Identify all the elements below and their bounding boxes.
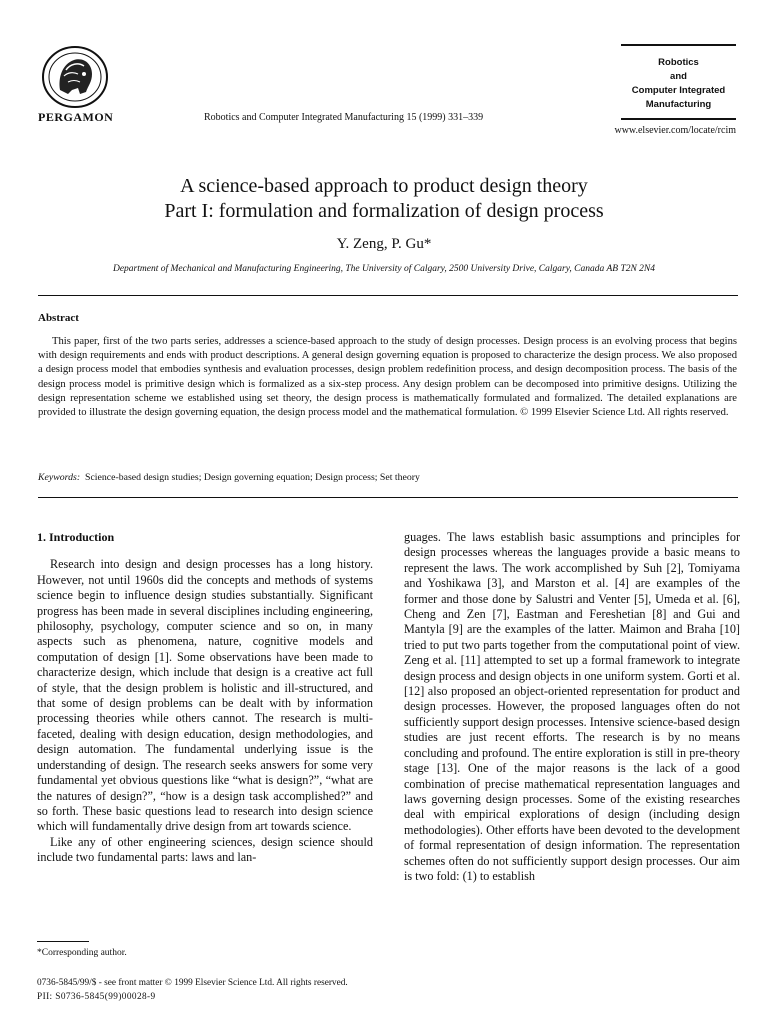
- paragraph: Like any of other engineering sciences, design science should include two fundamental parts: laws and lan-: [37, 834, 373, 865]
- article-authors: Y. Zeng, P. Gu*: [336, 236, 432, 252]
- footnote-divider: [37, 941, 89, 942]
- pii-line: PII: S0736-5845(99)00028-9: [37, 992, 156, 1002]
- abstract-heading: Abstract: [38, 312, 79, 324]
- keywords-label: Keywords:: [38, 472, 81, 483]
- keywords-list: Science-based design studies; Design governing equation; Design process; Set theory: [85, 472, 420, 483]
- keywords: [38, 472, 420, 483]
- section-divider: [38, 497, 738, 498]
- footnote: *Corresponding author.: [37, 948, 127, 958]
- section-divider: [38, 295, 738, 296]
- author-affiliation: Department of Mechanical and Manufacturing Engineering, The University of Calgary, 2500 University Drive, Calgary, Canada AB T2N 2N4: [112, 264, 656, 274]
- journal-title-line: Robotics: [658, 57, 699, 68]
- paragraph: Research into design and design processes has a long history. However, not until 1960s did the concepts and methods of systems science begin to influence design studies substantially. Significant progress has been made in several disciplines including engineering, philosophy, psychology, computer science and so on, in many aspects such as phenomena, nature, cognitive models and computation of design [1]. Some observations have been made to characterize design, which include that design is a creative act full of style, that the design problem is holistic and ill-structured, and that some of design problems can be dealt with by information processing theories while others cannot. The research is multi-faceted, dealing with design education, design methodologies, and design automation. The fundamental underlying issue is the understanding of design. The research seeks answers for some very fundamental yet obvious questions like “what is design?”, “what are the natures of design?”, “how is a design task accomplished?” and so forth. These basic questions lead to research into design science which will fundamentally drive design from art towards science.: [37, 557, 373, 834]
- left-column: [37, 530, 373, 866]
- journal-title-line: Manufacturing: [645, 99, 712, 110]
- journal-title-line: and: [670, 71, 687, 82]
- title-line-1: A science-based approach to product design theory: [180, 175, 588, 197]
- journal-url-link[interactable]: www.elsevier.com/locate/rcim: [614, 125, 736, 136]
- journal-citation: Robotics and Computer Integrated Manufacturing 15 (1999) 331–339: [204, 112, 484, 123]
- abstract-text: This paper, first of the two parts series, addresses a science-based approach to the study of design processes. Design process is an evolving process that begins with design requirements and ends with product descriptions. A general design governing equation is proposed to characterize the design process. We also proposed a design process model that embodies synthesis and evaluation processes, design problem redefinition process, and design decomposition process. The basis of the design process model is primitive design which is formalized as a six-step process. Any design problem can be decomposed into primitive designs. Utilizing the design representation scheme we established using set theory, the design process is mathematically formulated and formalized. The detailed explanations are provided to illustrate the design governing equation, the design process model and the mathematical formulation. © 1999 Elsevier Science Ltd. All rights reserved.: [38, 336, 737, 419]
- pergamon-logo-icon: [40, 44, 110, 110]
- journal-title-line: Computer Integrated: [631, 85, 726, 96]
- journal-box-rule: [621, 118, 736, 120]
- right-column: [404, 530, 740, 884]
- journal-title-box: [621, 44, 736, 120]
- article-title: [40, 174, 728, 224]
- publisher-name: PERGAMON: [38, 110, 114, 124]
- paragraph: guages. The laws establish basic assumptions and principles for design processes whereas the languages provide a basic means to represent the laws. The work accomplished by Suh [2], Tomiyama and Yoshikawa [3], and Marston et al. [4] are examples of the former and those done by Salustri and Venter [5], Umeda et al. [6], Cheng and Zen [7], Eastman and Fereshetian [8] and Gui and Mantyla [9] are the examples of the latter. Maimon and Braha [10] tried to put two parts together from the computational point of view. Zeng et al. [11] attempted to set up a formal framework to integrate design process and design objects in one uniform system. Gorti et al. [12] also proposed an object-oriented representation for product and design processes. However, the proposed languages often do not sufficiently support design processes. Intensive science-based design studies are just recent efforts. The research is by no means concluding and profound. The entire exploration is still in pre-theory stage [13]. One of the major reasons is the lack of a good combination of precise mathematical representation languages and laws governing design processes. Some of the existing researches deal with empirical explorations of design (including design methodologies). Other efforts have been devoted to the development of formal representation of design information. The representation schemes often do not sufficiently support design processes. Our aim is two fold: (1) to establish: [404, 530, 740, 883]
- issn-line: 0736-5845/99/$ - see front matter © 1999 Elsevier Science Ltd. All rights reserved.: [37, 978, 348, 988]
- title-line-2: Part I: formulation and formalization of design process: [164, 200, 604, 222]
- section-heading: 1. Introduction: [37, 530, 115, 544]
